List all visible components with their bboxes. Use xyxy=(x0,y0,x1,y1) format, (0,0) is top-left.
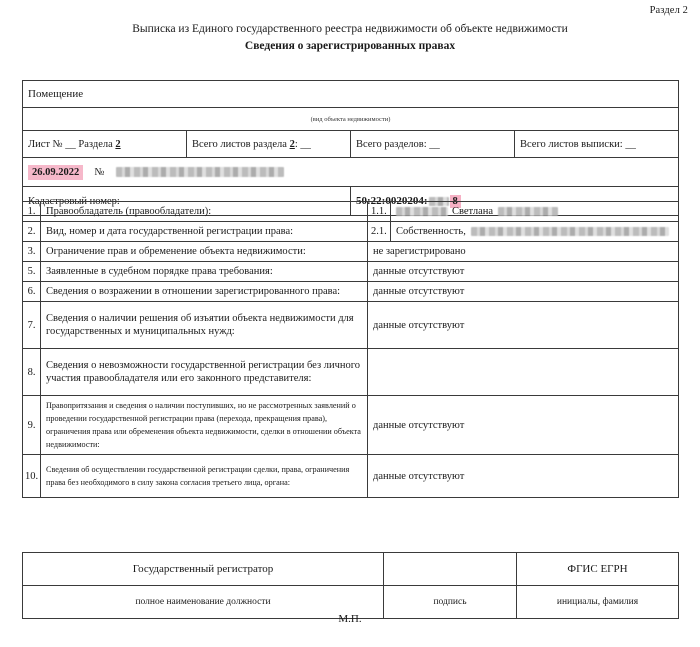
sheet-no-prefix: Лист № xyxy=(28,138,63,150)
rights-table xyxy=(22,201,679,498)
position-caption: полное наименование должности xyxy=(23,586,384,619)
row-number: 2. xyxy=(23,222,41,242)
ownership-type: Собственность, xyxy=(396,226,466,237)
row-number: 8. xyxy=(23,349,41,396)
signature-table xyxy=(22,552,679,619)
initials-caption: инициалы, фамилия xyxy=(517,586,679,619)
table-row xyxy=(23,282,679,302)
row-number: 6. xyxy=(23,282,41,302)
table-row xyxy=(23,222,679,242)
total-sheets-colon: : xyxy=(294,138,298,150)
sheet-of-section-label: Раздела xyxy=(78,138,113,150)
total-sheets-label: Всего листов раздела xyxy=(192,138,287,150)
row-label: Правообладатель (правообладатели): xyxy=(41,202,368,222)
total-extract-sheets-blank: __ xyxy=(625,138,636,150)
sheet-no-blank: __ xyxy=(65,138,76,150)
header-table xyxy=(22,80,679,216)
number-sign: № xyxy=(94,166,105,178)
registrar-title: Государственный регистратор xyxy=(23,553,384,586)
total-sheets-section-number: 2 xyxy=(289,138,295,150)
row-label: Сведения о невозможности государственной регистрации без личного участия правообладателя или его законного представителя: xyxy=(41,349,368,396)
row-label: Сведения об осуществлении государственной регистрации сделки, права, ограничения права без необходимого в силу закона согласия третьего лица, органа: xyxy=(41,455,368,498)
signature-title xyxy=(384,553,517,586)
table-row xyxy=(23,302,679,349)
table-row xyxy=(23,455,679,498)
row-value xyxy=(391,222,679,242)
row-label: Заявленные в судебном порядке права требования: xyxy=(41,262,368,282)
document-title: Выписка из Единого государственного реестра недвижимости об объекте недвижимости xyxy=(132,23,568,35)
total-sheets-blank: __ xyxy=(300,138,311,150)
table-row xyxy=(23,202,679,222)
redacted-registration-details xyxy=(471,227,669,236)
date-number-row xyxy=(23,158,679,187)
signature-caption: подпись xyxy=(384,586,517,619)
date-number-cell xyxy=(23,158,679,187)
system-title: ФГИС ЕГРН xyxy=(517,553,679,586)
row-number: 9. xyxy=(23,396,41,455)
signature-header-row xyxy=(23,553,679,586)
redacted-patronymic xyxy=(498,207,558,216)
redacted-document-number xyxy=(116,167,284,177)
row-value: данные отсутствуют xyxy=(368,262,679,282)
table-row xyxy=(23,242,679,262)
total-sections-blank: __ xyxy=(429,138,440,150)
row-sub-number: 2.1. xyxy=(368,222,391,242)
row-number: 7. xyxy=(23,302,41,349)
row-value: данные отсутствуют xyxy=(368,396,679,455)
redacted-surname xyxy=(396,207,448,216)
row-number: 10. xyxy=(23,455,41,498)
row-number: 1. xyxy=(23,202,41,222)
table-row xyxy=(23,396,679,455)
object-type-row xyxy=(23,81,679,108)
row-value: данные отсутствуют xyxy=(368,302,679,349)
row-sub-number: 1.1. xyxy=(368,202,391,222)
sheets-row xyxy=(23,131,679,158)
total-extract-sheets-label: Всего листов выписки: xyxy=(520,138,623,150)
section-label: Раздел 2 xyxy=(649,5,688,16)
row-value xyxy=(368,349,679,396)
table-row xyxy=(23,262,679,282)
object-type-caption-row xyxy=(23,108,679,131)
owner-first-name: Светлана xyxy=(452,206,494,217)
sheet-number-cell xyxy=(23,131,187,158)
object-type-caption: (вид объекта недвижимости) xyxy=(23,108,679,131)
total-sections-label: Всего разделов: xyxy=(356,138,427,150)
row-label: Сведения о возражении в отношении зарегистрированного права: xyxy=(41,282,368,302)
cadastral-label-cell: Кадастровый номер: xyxy=(23,187,351,216)
row-number: 3. xyxy=(23,242,41,262)
total-extract-sheets-cell xyxy=(515,131,679,158)
object-type-cell: Помещение xyxy=(23,81,679,108)
section-number: 2 xyxy=(115,138,121,150)
total-sections-cell xyxy=(351,131,515,158)
row-label: Правопритязания и сведения о наличии поступивших, но не рассмотренных заявлений о проведении государственной регистрации права (перехода, прекращения права), ограничения права или обременения объекта недвижимости, сделки в отношении объекта недвижимости: xyxy=(41,396,368,455)
row-value: данные отсутствуют xyxy=(368,455,679,498)
row-label: Сведения о наличии решения об изъятии объекта недвижимости для государственных и муниципальных нужд: xyxy=(41,302,368,349)
row-label: Ограничение прав и обременение объекта недвижимости: xyxy=(41,242,368,262)
table-row xyxy=(23,349,679,396)
stamp-placeholder: М.П. xyxy=(338,613,362,625)
cadastral-number-prefix: 50:22:0020204: xyxy=(356,194,428,207)
row-value: не зарегистрировано xyxy=(368,242,679,262)
cadastral-number-suffix: 8 xyxy=(450,195,461,208)
document-subtitle: Сведения о зарегистрированных правах xyxy=(244,40,456,52)
row-value xyxy=(391,202,679,222)
extract-date: 26.09.2022 xyxy=(28,165,83,180)
row-label: Вид, номер и дата государственной регистрации права: xyxy=(41,222,368,242)
row-number: 5. xyxy=(23,262,41,282)
total-sheets-cell xyxy=(187,131,351,158)
row-value: данные отсутствуют xyxy=(368,282,679,302)
